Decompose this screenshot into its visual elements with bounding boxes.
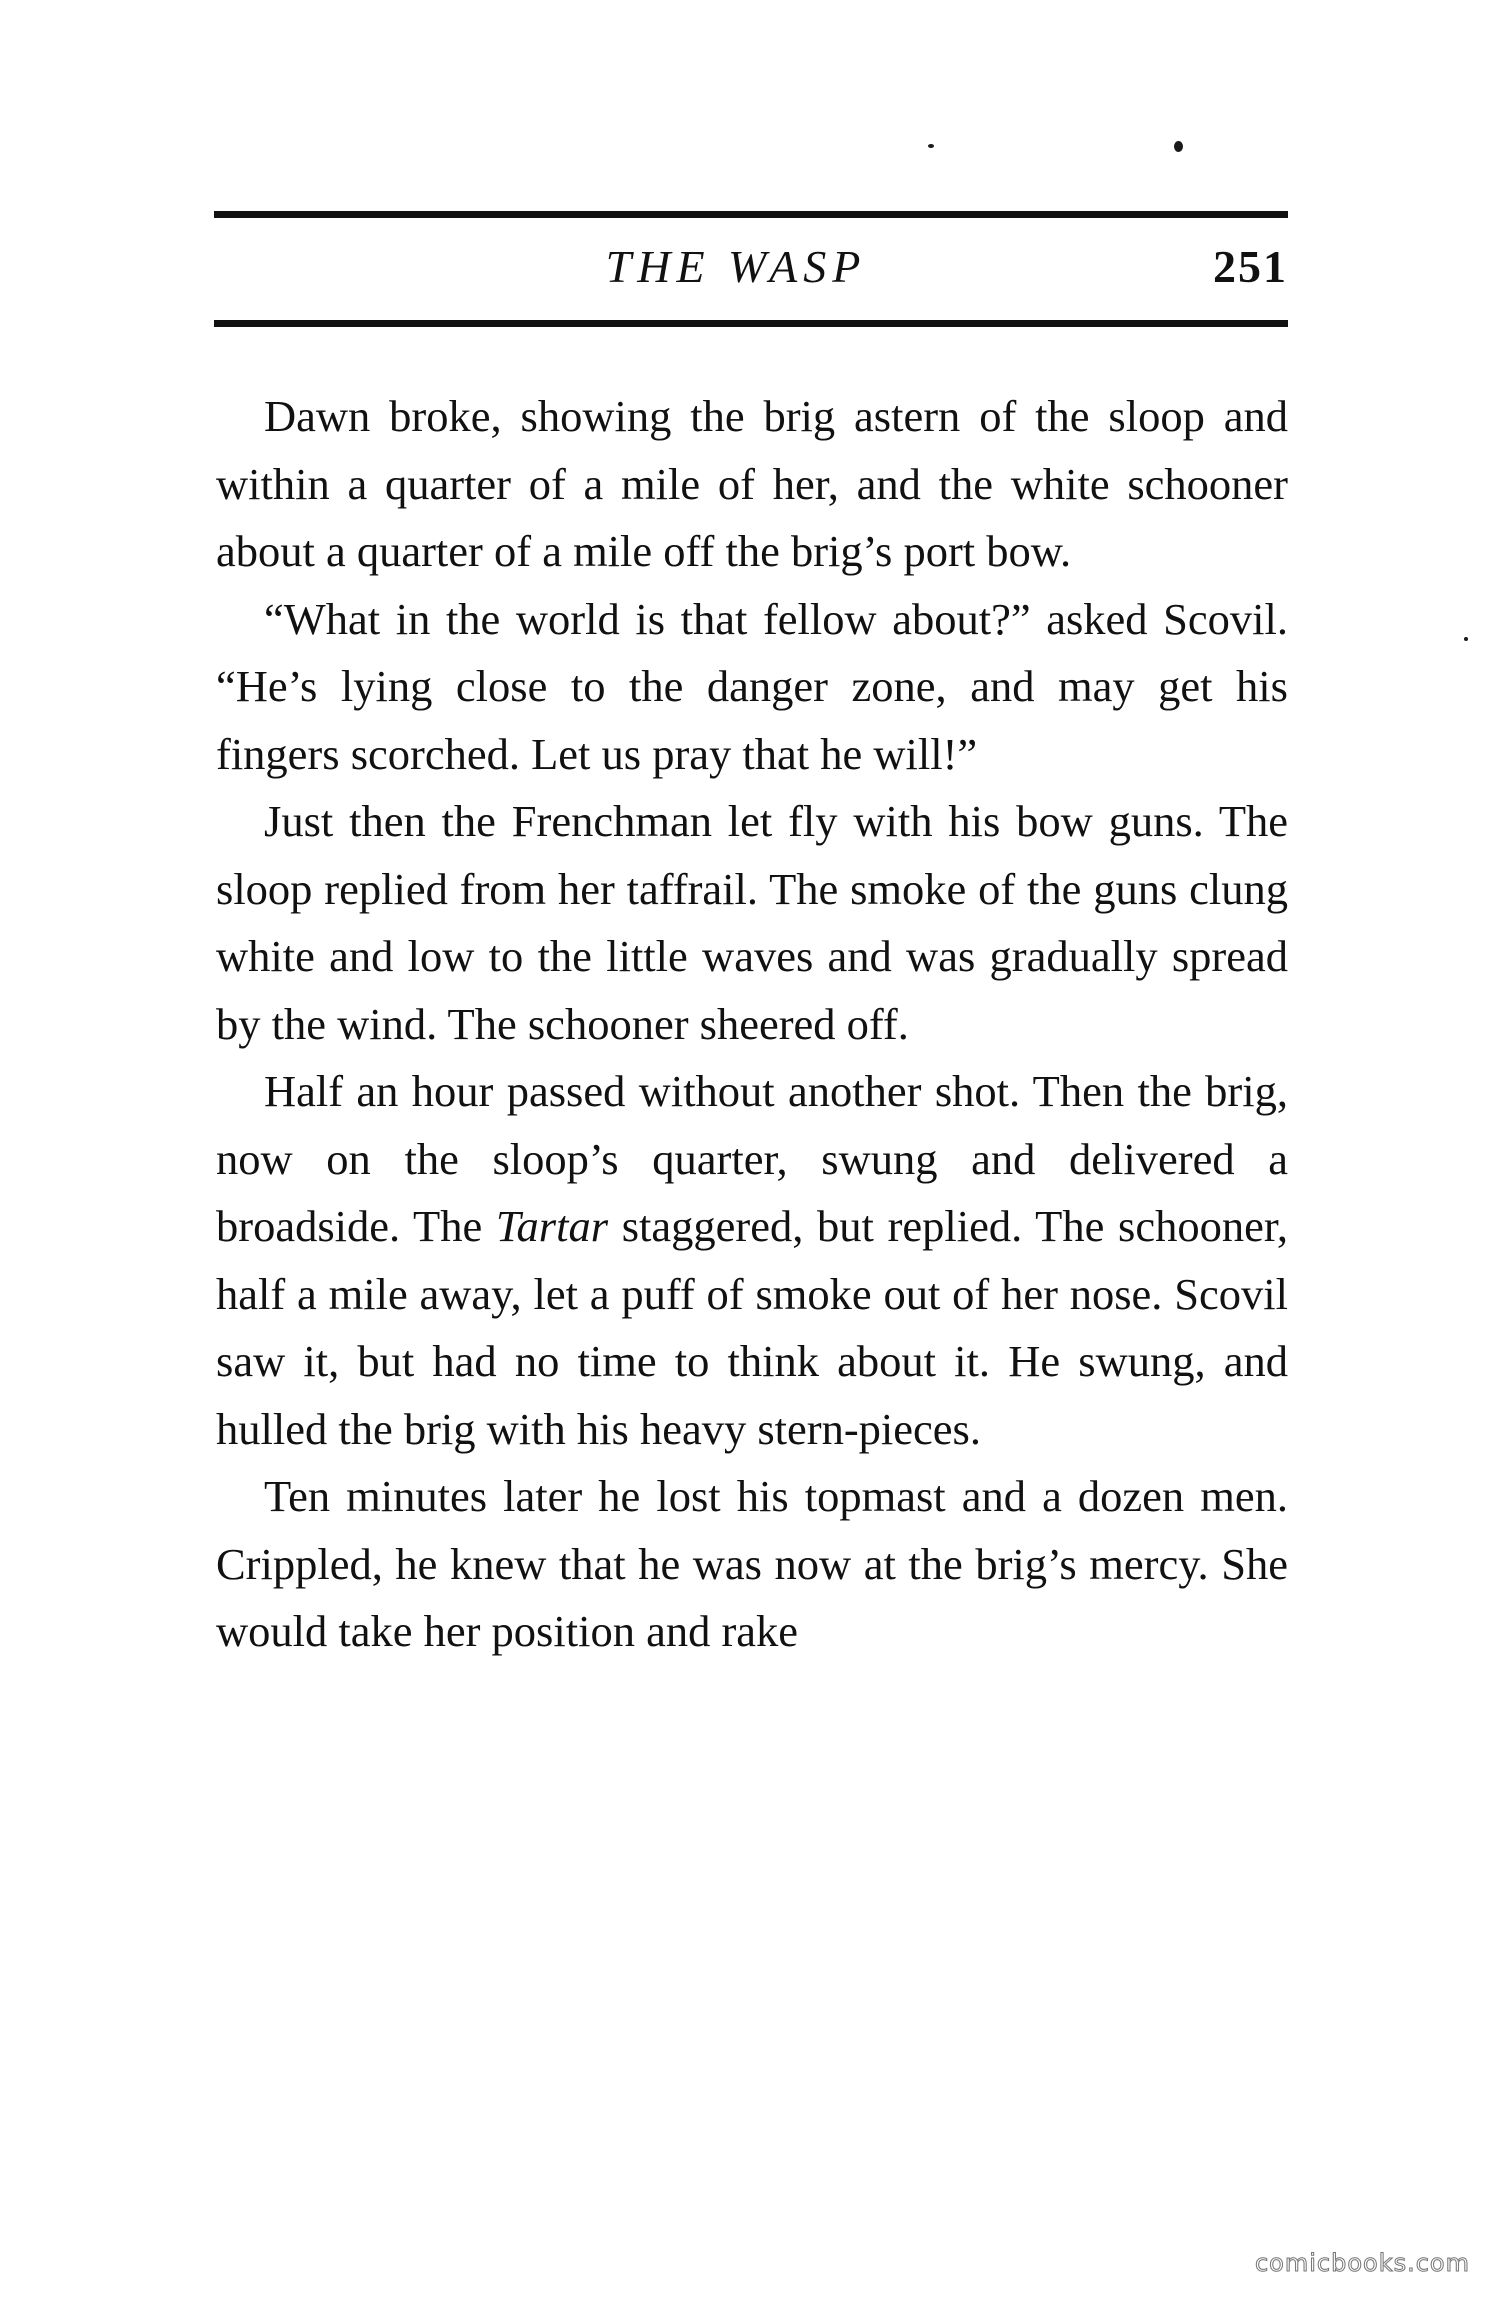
ink-speck: [928, 144, 934, 148]
body-text: [216, 383, 1288, 1666]
page-number: 251: [1213, 241, 1288, 292]
paragraph: [216, 1058, 1288, 1463]
running-title: THE WASP: [605, 241, 867, 292]
running-header: [214, 232, 1288, 312]
ink-speck: [1174, 141, 1183, 152]
paragraph-text: staggered, but replied. The schooner, half a mile away, let a puff of smoke out of her nose. Scovil saw it, but had no time to think about it. He swung, and hulled the brig with his heavy stern-pieces.: [216, 1201, 1288, 1454]
paragraph: “What in the world is that fellow about?” asked Scovil. “He’s lying close to the danger zone, and may get his fingers scorched. Let us pray that he will!”: [216, 593, 1288, 779]
paragraph-text: Half an hour passed without another shot. Then the brig, now on the sloop’s quarter, swung and delivered a broadside. The: [216, 1066, 1288, 1251]
source-watermark: comicbooks.com: [1254, 2249, 1470, 2277]
paragraph: Ten minutes later he lost his topmast and a dozen men. Crippled, he knew that he was now at the brig’s mercy. She would take her position and rake: [216, 1471, 1288, 1656]
header-bottom-rule: [214, 320, 1288, 327]
paragraph: Dawn broke, showing the brig astern of the sloop and within a quarter of a mile of her, and the white schooner about a quarter of a mile off the brig’s port bow.: [216, 391, 1288, 576]
header-top-rule: [214, 211, 1288, 218]
ink-speck: [1464, 637, 1468, 641]
paragraph: Just then the Frenchman let fly with his bow guns. The sloop replied from her taffrail. The smoke of the guns clung white and low to the little waves and was gradually spread by the wind. The schooner sheered off.: [216, 796, 1288, 1049]
ship-name: Tartar: [495, 1201, 609, 1251]
